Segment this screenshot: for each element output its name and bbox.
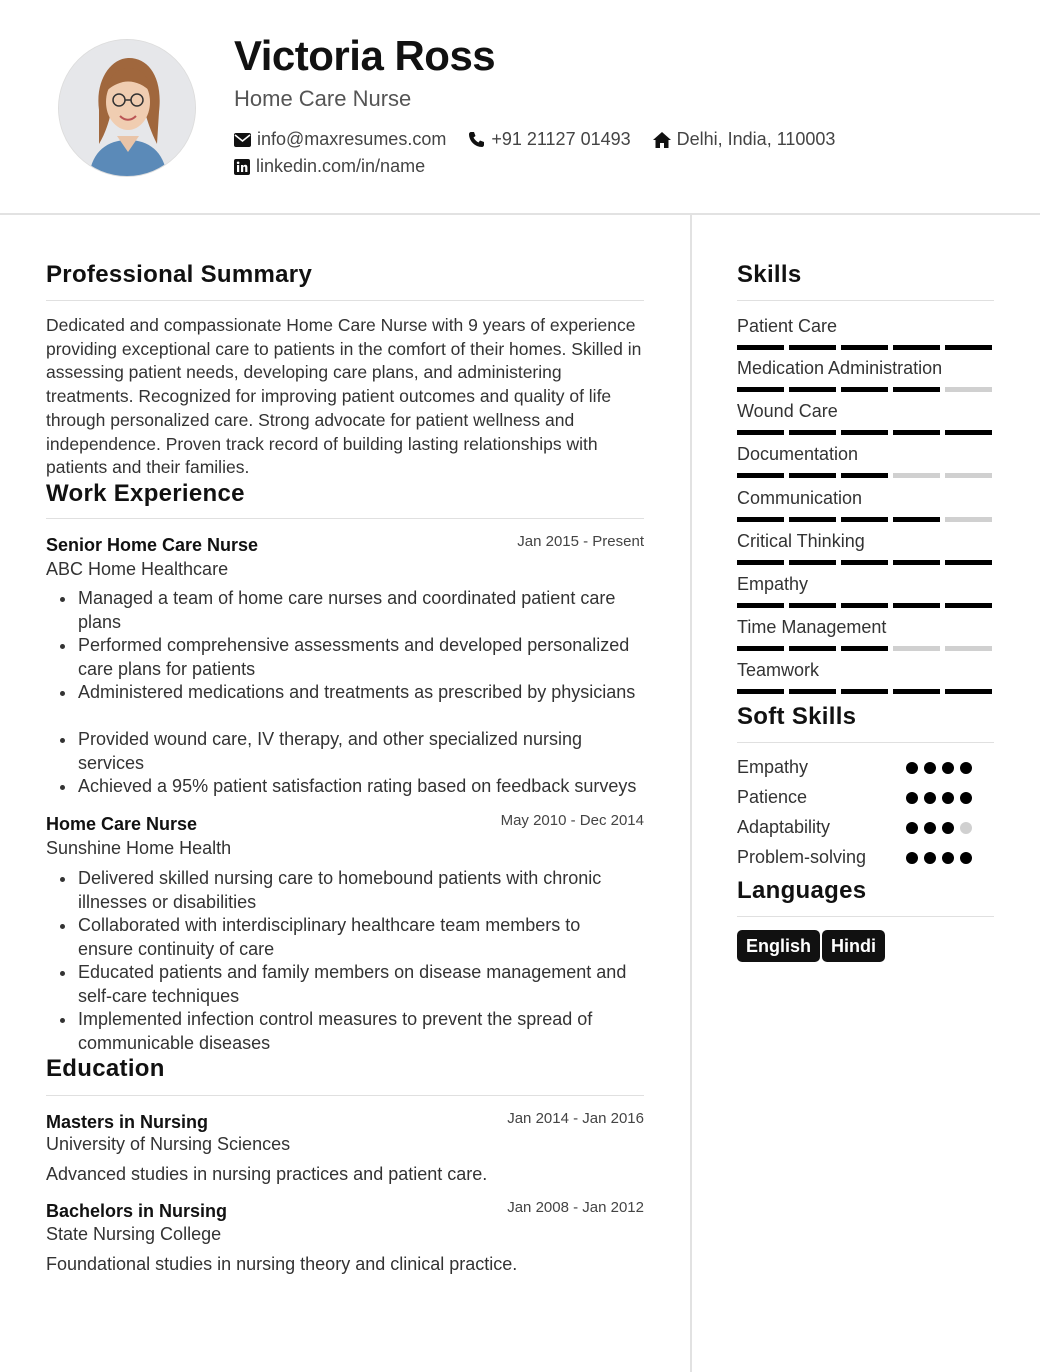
language-tag: English [737,930,820,962]
edu-2-date: Jan 2008 - Jan 2012 [507,1199,644,1216]
skill-level-segment [737,517,784,522]
skill-level-segment [789,517,836,522]
contact-email[interactable] [234,129,446,150]
skill-level-segment [737,387,784,392]
skill-level-segment [945,560,992,565]
skill-level-segment [841,603,888,608]
rating-dot [960,762,972,774]
soft-skills-rule [737,742,994,743]
skills-rule [737,300,994,301]
skill-name: Critical Thinking [737,531,865,551]
contact-row-2 [234,156,447,177]
skill-level-bar [737,646,992,651]
location-text: Delhi, India, 110003 [676,129,836,149]
rating-dot [942,822,954,834]
rating-dot [924,762,936,774]
soft-skill-rating [906,792,972,804]
skill-level-segment [737,646,784,651]
linkedin-text: linkedin.com/in/name [256,156,426,176]
skill-level-segment [945,689,992,694]
skill-level-segment [893,603,940,608]
skill-level-segment [945,430,992,435]
skill-name: Documentation [737,444,859,464]
skill-level-segment [945,517,992,522]
job-title: Home Care Nurse [234,86,412,111]
skill-level-segment [737,430,784,435]
skill-level-segment [789,473,836,478]
skill-level-bar [737,473,992,478]
skill-level-segment [893,517,940,522]
rating-dot [906,792,918,804]
rating-dot [942,762,954,774]
summary-heading: Professional Summary [46,261,313,288]
list-item: Managed a team of home care nurses and coordinated patient care plans [78,587,648,634]
skill-level-segment [893,646,940,651]
skill-level-bar [737,430,992,435]
job-2-date: May 2010 - Dec 2014 [500,812,644,829]
contact-phone[interactable] [468,129,630,150]
skill-level-segment [841,430,888,435]
rating-dot [906,762,918,774]
skill-level-segment [737,560,784,565]
skill-name: Time Management [737,617,887,637]
skills-heading: Skills [737,261,802,288]
resume-header [0,0,1040,215]
skill-level-segment [945,473,992,478]
languages-rule [737,916,994,917]
soft-skill-name: Empathy [737,757,809,777]
job-1-date: Jan 2015 - Present [517,533,644,550]
education-heading: Education [46,1055,165,1082]
edu-2-degree: Bachelors in Nursing [46,1201,228,1221]
soft-skill-rating [906,822,972,834]
rating-dot [924,792,936,804]
skill-name: Patient Care [737,316,838,336]
edu-1-desc: Advanced studies in nursing practices and patient care. [46,1164,488,1184]
list-item: Delivered skilled nursing care to homebound patients with chronic illnesses or disabilities [78,867,638,914]
skill-level-bar [737,689,992,694]
skill-level-segment [789,646,836,651]
skill-level-segment [789,560,836,565]
rating-dot [924,822,936,834]
soft-skill-rating [906,852,972,864]
skill-level-segment [841,646,888,651]
list-item: Implemented infection control measures to prevent the spread of communicable diseases [78,1008,638,1055]
skill-level-segment [841,387,888,392]
skill-level-segment [945,646,992,651]
skill-level-segment [893,430,940,435]
skill-level-segment [789,345,836,350]
skill-level-segment [841,560,888,565]
rating-dot [960,822,972,834]
skill-level-segment [945,603,992,608]
skill-level-segment [893,473,940,478]
job-2-org: Sunshine Home Health [46,838,232,858]
skill-level-bar [737,345,992,350]
edu-2-desc: Foundational studies in nursing theory and clinical practice. [46,1254,518,1274]
rating-dot [924,852,936,864]
list-item: Achieved a 95% patient satisfaction rating based on feedback surveys [78,775,648,799]
job-1-bullets [78,587,648,799]
skill-name: Communication [737,488,863,508]
summary-rule [46,300,644,301]
column-divider [690,215,692,1372]
skill-level-segment [841,345,888,350]
languages-heading: Languages [737,877,867,904]
skill-level-bar [737,603,992,608]
edu-1-date: Jan 2014 - Jan 2016 [507,1110,644,1127]
skill-level-segment [737,689,784,694]
rating-dot [960,792,972,804]
soft-skill-name: Adaptability [737,817,831,837]
email-text: info@maxresumes.com [257,129,447,149]
list-item: Administered medications and treatments as prescribed by physicians [78,681,648,705]
job-2-title: Home Care Nurse [46,814,198,834]
rating-dot [906,822,918,834]
candidate-name: Victoria Ross [234,32,496,79]
skill-level-segment [893,387,940,392]
rating-dot [960,852,972,864]
contact-location [653,129,836,150]
skill-level-segment [893,345,940,350]
skill-level-segment [789,689,836,694]
skill-level-segment [789,603,836,608]
edu-1-school: University of Nursing Sciences [46,1134,291,1154]
skill-level-segment [893,689,940,694]
skill-level-segment [893,560,940,565]
contact-linkedin[interactable] [234,156,425,177]
skill-name: Teamwork [737,660,820,680]
language-tag: Hindi [822,930,885,962]
skill-level-segment [841,689,888,694]
skill-level-segment [737,345,784,350]
soft-skill-rating [906,762,972,774]
skill-level-bar [737,560,992,565]
experience-rule [46,518,644,519]
skill-level-segment [789,430,836,435]
skill-level-segment [737,603,784,608]
phone-icon [468,131,485,148]
job-1-org: ABC Home Healthcare [46,559,229,579]
envelope-icon [234,133,251,147]
skill-level-segment [841,473,888,478]
skill-level-segment [789,387,836,392]
list-item: Performed comprehensive assessments and developed personalized care plans for patients [78,634,648,681]
job-2-bullets [78,867,638,1055]
edu-2-school: State Nursing College [46,1224,222,1244]
rating-dot [942,852,954,864]
soft-skills-heading: Soft Skills [737,703,857,730]
skill-level-bar [737,387,992,392]
skill-name: Empathy [737,574,809,594]
phone-text: +91 21127 01493 [491,129,631,149]
list-item: Provided wound care, IV therapy, and other specialized nursing services [78,728,648,775]
skill-level-segment [737,473,784,478]
rating-dot [942,792,954,804]
rating-dot [906,852,918,864]
skill-level-segment [841,517,888,522]
skill-name: Medication Administration [737,358,943,378]
list-item: Collaborated with interdisciplinary healthcare team members to ensure continuity of care [78,914,638,961]
education-rule [46,1095,644,1096]
skill-level-bar [737,517,992,522]
edu-1-degree: Masters in Nursing [46,1112,209,1132]
profile-photo [58,39,196,177]
summary-text: Dedicated and compassionate Home Care Nurse with 9 years of experience providing exceptional care to patients in the comfort of their homes. Skilled in assessing patient needs, developing care plans, and administering treatments. Recognized for improving patient outcomes and quality of life through personalized care. Strong advocate for patient wellness and independence. Proven track record of building lasting relationships with patients and their families. [46,315,642,478]
list-item: Educated patients and family members on disease management and self-care techniques [78,961,638,1008]
skill-level-segment [945,345,992,350]
soft-skill-name: Patience [737,787,808,807]
linkedin-icon [234,159,250,175]
soft-skill-name: Problem-solving [737,847,867,867]
skill-level-segment [945,387,992,392]
home-icon [653,132,671,148]
experience-heading: Work Experience [46,480,245,507]
contact-row [234,129,857,150]
skill-name: Wound Care [737,401,838,421]
job-1-title: Senior Home Care Nurse [46,535,259,555]
